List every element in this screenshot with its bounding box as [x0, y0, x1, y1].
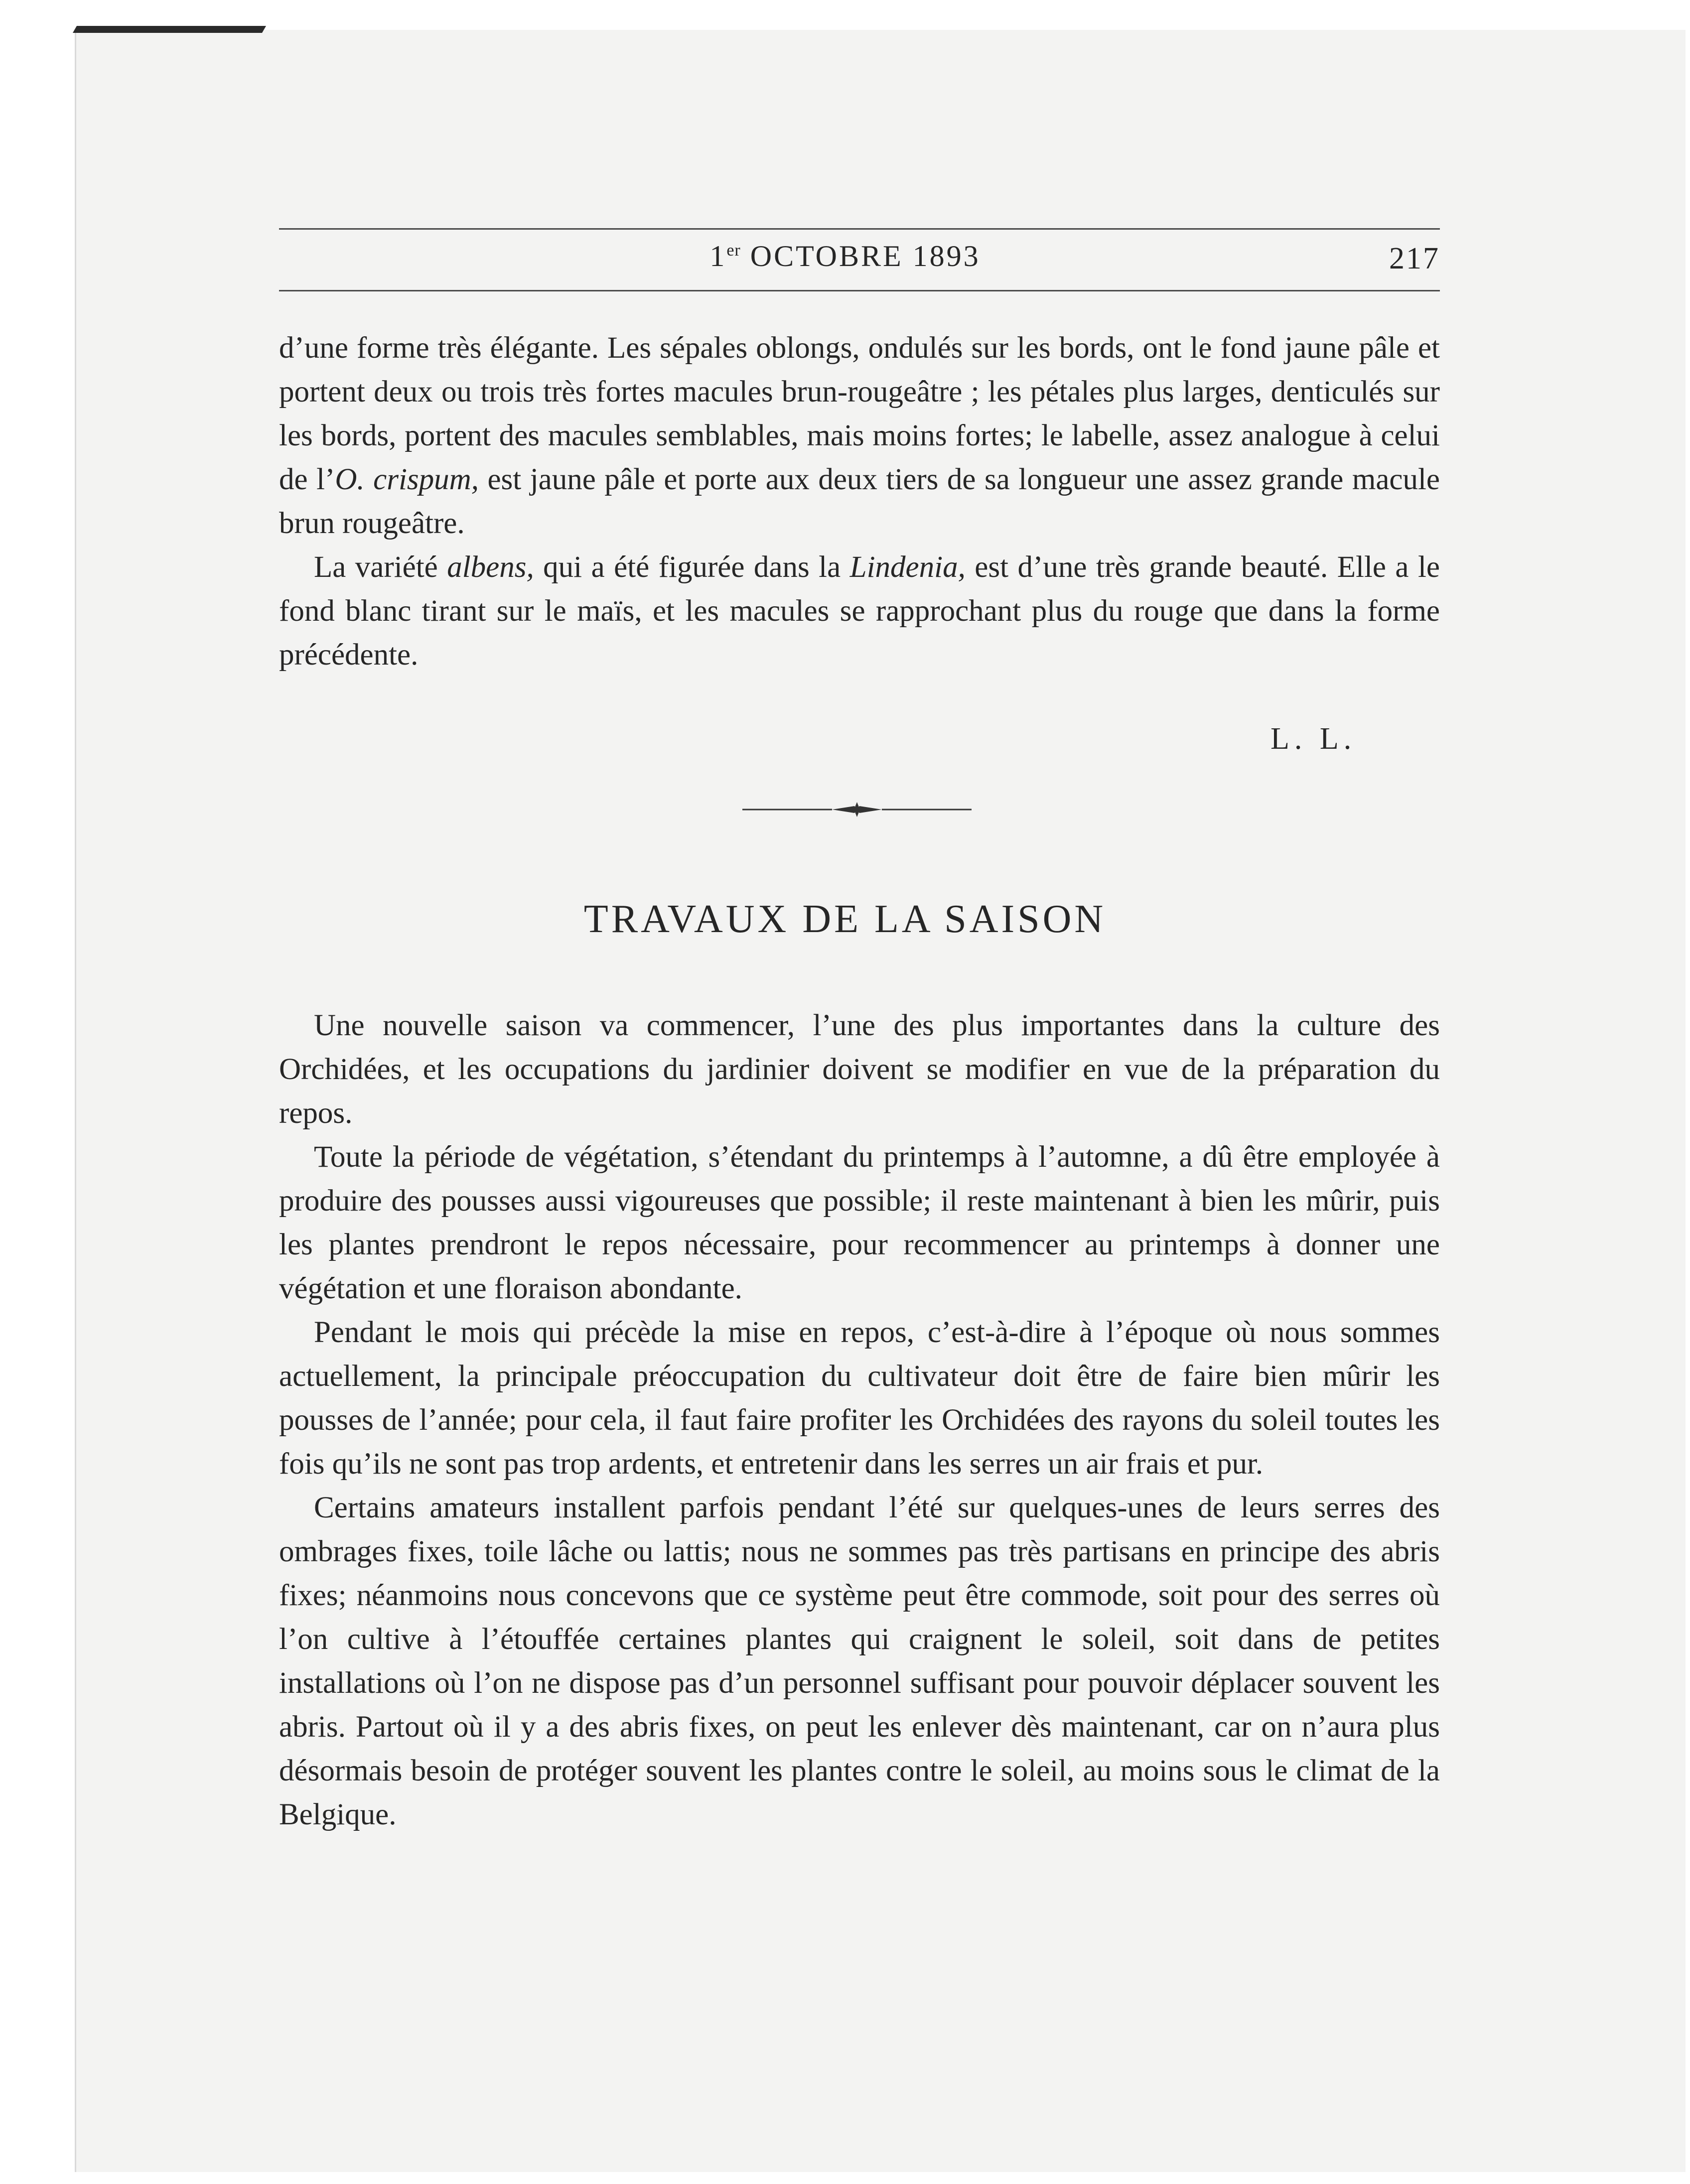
- species-name: O. crispum,: [335, 463, 479, 496]
- continued-article: [279, 326, 1440, 677]
- date-ordinal: 1: [709, 240, 727, 273]
- paragraph-text: d’une forme très élégante. Les sépales oblongs, ondulés sur les bords, ont le fond jaune pâle et portent deux ou trois très fortes macules brun-rougeâtre ; les pétales plus larges, denticulés sur les bords, portent des macules semblables, mais moins fortes; le labelle, assez analogue à celui de l’: [279, 331, 1440, 496]
- paragraph: Certains amateurs installent parfois pendant l’été sur quelques-unes de leurs serres des ombrages fixes, toile lâche ou lattis; nous ne sommes pas très partisans en principe des abris fixes; néanmoins nous concevons que ce système peut être commode, soit pour des serres où l’on cultive à l’étouffée certaines plantes qui craignent le soleil, soit dans de petites installations où l’on ne dispose pas d’un personnel suffisant pour pouvoir déplacer souvent les abris. Partout où il y a des abris fixes, on peut les enlever dès maintenant, car on n’aura plus désormais besoin de protéger souvent les plantes contre le soleil, au moins sous le climat de la Belgique.: [279, 1491, 1440, 1831]
- header-rule-top: [279, 228, 1440, 230]
- header-rule-bottom: [279, 290, 1440, 291]
- paragraph: Une nouvelle saison va commencer, l’une des plus importantes dans la culture des Orchidées, et les occupations du jardinier doivent se modifier en vue de la préparation du repos.: [279, 1009, 1440, 1130]
- paragraph-text: qui a été figurée dans la: [534, 550, 850, 584]
- paragraph: Toute la période de végétation, s’étendant du printemps à l’automne, a dû être employée à produire des pousses aussi vigoureuses que possible; il reste maintenant à bien les mûrir, puis les plantes prendront le repos nécessaire, pour recommencer au printemps à donner une végétation et une floraison abondante.: [279, 1140, 1440, 1305]
- paragraph: Pendant le mois qui précède la mise en repos, c’est-à-dire à l’époque où nous sommes actuellement, la principale préoccupation du cultivateur doit être de faire bien mûrir les pousses de l’année; pour cela, il faut faire profiter les Orchidées des rayons du soleil toutes les fois qu’ils ne sont pas trop ardents, et entretenir dans les serres un air frais et pur.: [279, 1316, 1440, 1481]
- paragraph: [279, 326, 1440, 546]
- paragraph-text: est d’une très grande beauté. Elle a le fond blanc tirant sur le maïs, et les macules se rapprochant plus du rouge que dans la forme précédente.: [279, 550, 1440, 672]
- date-month-year: OCTOBRE 1893: [740, 240, 981, 273]
- date-ordinal-suffix: er: [726, 241, 741, 260]
- paragraph-text: La variété: [314, 550, 447, 584]
- paragraph-text: est jaune pâle et porte aux deux tiers de sa longueur une assez grande macule brun rougeâtre.: [279, 463, 1440, 540]
- variety-name: albens,: [447, 550, 534, 584]
- author-signature: L. L.: [1270, 722, 1357, 756]
- page-number: 217: [1389, 242, 1440, 275]
- scan-edge-mark: [73, 26, 266, 33]
- article-body: [279, 1004, 1440, 1837]
- section-title: TRAVAUX DE LA SAISON: [583, 897, 1107, 941]
- publication-name: Lindenia,: [849, 550, 966, 584]
- paragraph: [279, 546, 1440, 677]
- section-divider-ornament: [742, 797, 972, 824]
